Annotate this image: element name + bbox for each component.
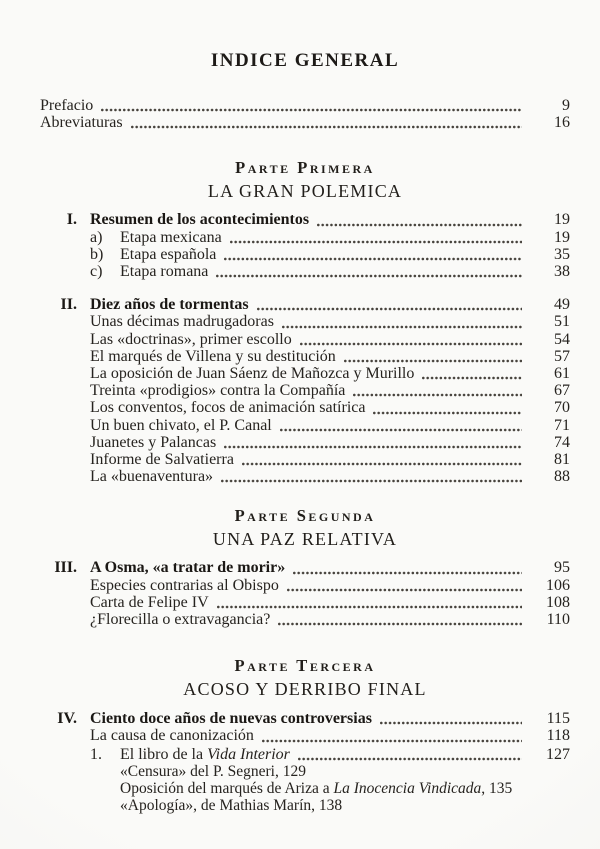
entry-page-number: 81 [554,451,570,469]
entry-page-number: 70 [554,399,570,417]
entry-page-number: 19 [554,228,570,246]
toc-entry [40,313,570,330]
entry-page-number: 95 [554,559,570,577]
entry-page-number: 61 [554,365,570,383]
entry-label: Abreviaturas [40,114,123,132]
dot-leader [344,359,522,363]
entry-label: La causa de canonización [90,727,254,745]
section-title: Resumen de los acontecimientos [90,211,310,229]
entry-label: ¿Florecilla o extravagancia? [90,611,271,629]
section-numeral: II. [60,296,77,314]
part-subtitle: UNA PAZ RELATIVA [212,529,398,550]
part-heading: Parte Primera [235,158,375,178]
dot-leader [242,462,522,466]
toc-note-line [40,763,570,780]
toc-entry [40,382,570,399]
toc-section-row [40,559,570,576]
entry-label: Etapa romana [120,263,209,281]
section-numeral: I. [66,211,77,229]
dot-leader [280,428,522,432]
toc-entry [40,727,570,744]
toc-entry [40,468,570,485]
dot-leader [230,240,522,244]
entry-label: El marqués de Villena y su destitución [90,347,336,365]
note-text-prefix: Oposición del marqués de Ariza a [120,780,334,798]
dot-leader [278,622,522,626]
dot-leader [380,721,522,725]
entry-label: Los conventos, focos de animación satírica [90,399,366,417]
dot-leader [373,411,522,415]
entry-page-number: 16 [554,114,570,132]
toc-entry [40,114,570,131]
dot-leader [298,757,522,761]
entry-page-number: 74 [554,433,570,451]
entry-label: Etapa española [120,245,217,263]
dot-leader [282,325,522,329]
entry-page-number: 19 [554,211,570,229]
dot-leader [131,125,522,129]
front-matter-list [40,97,570,131]
toc-note-line [40,797,570,814]
entry-label: La oposición de Juan Sáenz de Mañozca y Murillo [90,365,415,383]
toc-content [40,0,570,814]
toc-entry [40,611,570,628]
toc-entry [40,331,570,348]
toc-entry [40,594,570,611]
dot-leader [287,588,522,592]
entry-label: Las «doctrinas», primer escollo [90,330,292,348]
entry-page-number: 67 [554,382,570,400]
entry-label: Carta de Felipe IV [90,593,209,611]
part-subtitle: ACOSO Y DERRIBO FINAL [183,679,427,700]
entry-page-number: 127 [546,745,570,763]
dot-leader [224,257,522,261]
entry-marker: c) [90,263,103,281]
dot-leader [353,393,522,397]
entry-page-number: 118 [546,727,570,745]
toc-entry [40,348,570,365]
dot-leader [257,307,522,311]
dot-leader [293,571,522,575]
entry-page-number: 88 [554,468,570,486]
entry-page-number: 108 [546,593,570,611]
entry-label: Juanetes y Palancas [90,433,217,451]
section-title: A Osma, «a tratar de morir» [90,559,286,577]
entry-label [120,746,290,763]
entry-page-number: 51 [554,313,570,331]
entry-marker: a) [90,228,103,246]
toc-section-row [40,296,570,313]
part-subtitle: LA GRAN POLEMICA [207,181,403,202]
entry-label: La «buenaventura» [90,468,214,486]
entry-page-number: 54 [554,330,570,348]
dot-leader [101,108,522,112]
section-numeral: IV. [57,710,77,728]
entry-label: Informe de Salvatierra [90,451,234,469]
toc-entry [40,399,570,416]
dot-leader [216,274,522,278]
section-title: Diez años de tormentas [90,296,249,314]
entry-page-number: 35 [554,245,570,263]
entry-page-number: 71 [554,416,570,434]
entry-label: Treinta «prodigios» contra la Compañía [90,382,346,400]
entry-label: Prefacio [40,97,94,114]
section-title: Ciento doce años de nuevas controversias [90,710,372,728]
dot-leader [300,342,522,346]
note-text: «Apología», de Mathias Marín, 138 [120,797,343,815]
entry-label: Unas décimas madrugadoras [90,313,274,331]
dot-leader [221,479,522,483]
entry-page-number: 49 [554,296,570,314]
note-italic-title: La Inocencia Vindicada [333,780,482,798]
dot-leader [262,739,522,743]
part-heading: Parte Segunda [234,506,376,526]
entry-label-italic-title: Vida Interior [207,745,290,763]
dot-leader [422,376,522,380]
entry-page-number: 9 [562,97,570,114]
entry-page-number: 106 [546,576,570,594]
toc-section-row [40,710,570,727]
entry-label: Especies contrarias al Obispo [90,576,279,594]
toc-entry [40,434,570,451]
entry-marker: 1. [90,745,102,763]
toc-entry [40,263,570,280]
entry-marker: b) [90,245,104,263]
entry-page-number: 115 [546,710,570,728]
toc-entry [40,577,570,594]
entry-label-prefix: El libro de la [120,745,208,763]
page-title: INDICE GENERAL [210,50,400,71]
part-heading: Parte Tercera [234,656,376,676]
entry-label: Etapa mexicana [120,228,222,246]
toc-section-row [40,211,570,228]
toc-entry [40,97,570,114]
toc-entry [40,417,570,434]
toc-entry [40,246,570,263]
toc-entry [40,229,570,246]
entry-page-number: 110 [546,611,570,629]
entry-page-number: 38 [554,263,570,281]
dot-leader [224,445,522,449]
toc-entry [40,365,570,382]
note-text-suffix: , 135 [481,780,513,798]
toc-entry [40,746,570,763]
dot-leader [317,223,522,227]
section-numeral: III. [54,559,77,577]
note-text: «Censura» del P. Segneri, 129 [120,762,306,780]
dot-leader [217,605,522,609]
toc-note-line [40,780,570,797]
entry-page-number: 57 [554,347,570,365]
toc-entry [40,451,570,468]
entry-label: Un buen chivato, el P. Canal [90,416,272,434]
